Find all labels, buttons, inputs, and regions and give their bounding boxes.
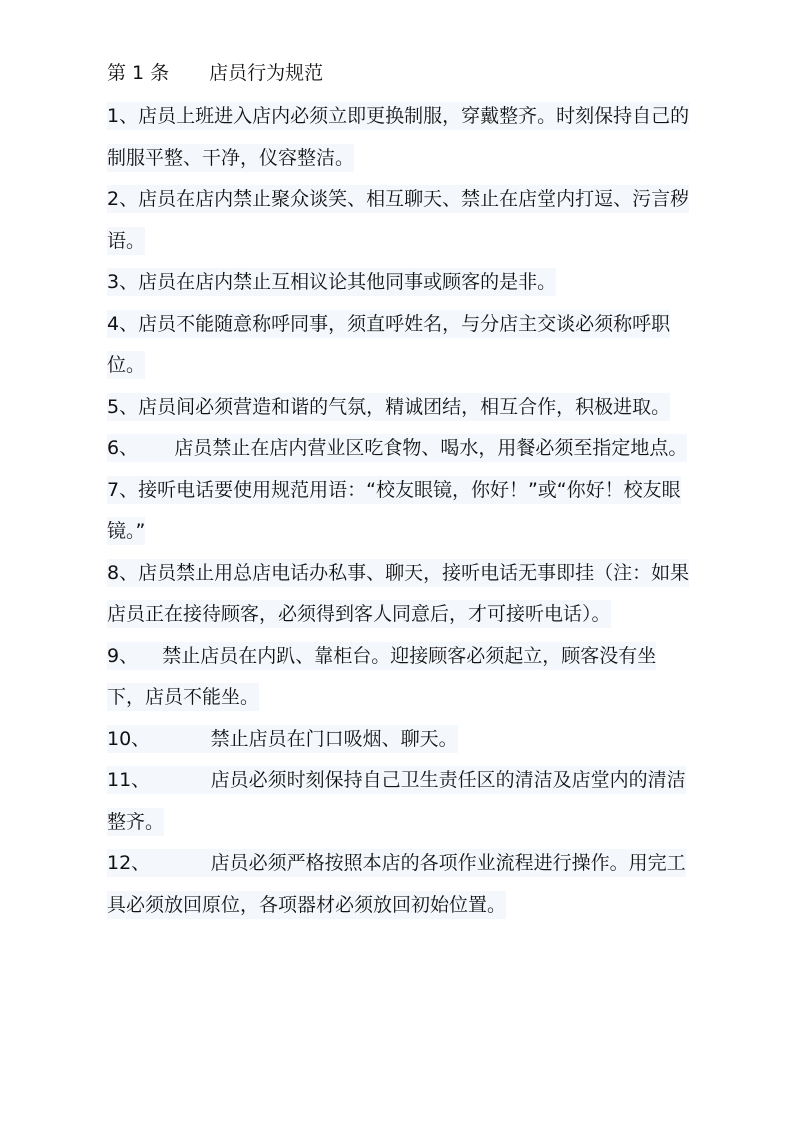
rule-text: 店员不能随意称呼同事，须直呼姓名，与分店主交谈必须称呼职位。 xyxy=(107,312,671,376)
rule-number: 11、 xyxy=(107,769,211,791)
rule-highlight xyxy=(107,849,686,919)
rule-item xyxy=(107,470,693,553)
rule-item xyxy=(107,636,693,719)
rule-number: 3、 xyxy=(107,271,139,293)
rule-highlight xyxy=(107,393,670,421)
rule-text: 店员禁止在店内营业区吃食物、喝水，用餐必须至指定地点。 xyxy=(174,437,688,459)
rule-item xyxy=(107,179,693,262)
rule-item xyxy=(107,719,693,761)
rule-text: 店员在店内禁止互相议论其他同事或顾客的是非。 xyxy=(138,271,557,293)
rule-item xyxy=(107,304,693,387)
rule-number: 7、 xyxy=(107,478,139,501)
rule-highlight xyxy=(107,434,687,462)
rule-item xyxy=(107,553,693,636)
rule-text: 店员在店内禁止聚众谈笑、相互聊天、禁止在店堂内打逗、污言秽语。 xyxy=(107,188,690,252)
rule-text: 禁止店员在内趴、靠柜台。迎接顾客必须起立，顾客没有坐下，店员不能坐。 xyxy=(107,644,657,708)
rule-item xyxy=(107,387,693,429)
rule-number: 12、 xyxy=(107,852,211,874)
rule-highlight xyxy=(107,310,670,380)
rules-list xyxy=(107,96,693,926)
rule-text: 店员间必须营造和谐的气氛，精诚团结，相互合作，积极进取。 xyxy=(138,395,671,418)
rule-highlight xyxy=(107,642,656,712)
rule-text: 店员禁止用总店电话办私事、聊天，接听电话无事即挂（注：如果店员正在接待顾客，必须得到客人同意后，才可接听电话）。 xyxy=(107,561,690,625)
article-title: 店员行为规范 xyxy=(209,62,324,84)
rule-highlight xyxy=(107,559,689,629)
rule-item xyxy=(107,428,693,470)
rule-number: 1、 xyxy=(107,105,139,127)
rule-highlight xyxy=(107,476,681,546)
rule-number: 4、 xyxy=(107,312,139,335)
rule-item xyxy=(107,96,693,179)
rule-number: 5、 xyxy=(107,395,139,418)
rule-text: 店员上班进入店内必须立即更换制服，穿戴整齐。时刻保持自己的制服平整、干净，仪容整洁。 xyxy=(107,105,690,169)
rule-highlight xyxy=(107,725,458,753)
rule-number: 8、 xyxy=(107,561,139,584)
rule-highlight xyxy=(107,102,689,172)
article-number: 第 1 条 xyxy=(107,62,170,84)
rule-highlight xyxy=(107,185,689,255)
rule-item xyxy=(107,262,693,304)
rule-highlight xyxy=(107,766,686,836)
rule-text: 店员必须时刻保持自己卫生责任区的清洁及店堂内的清洁整齐。 xyxy=(107,769,686,833)
rule-number: 9、 xyxy=(107,644,163,667)
rule-text: 禁止店员在门口吸烟、聊天。 xyxy=(210,727,458,750)
rule-text: 店员必须严格按照本店的各项作业流程进行操作。用完工具必须放回原位，各项器材必须放回初始位置。 xyxy=(107,852,686,916)
rule-number: 2、 xyxy=(107,188,139,210)
rule-text: 接听电话要使用规范用语：“校友眼镜，你好！”或“你好！校友眼镜。” xyxy=(107,478,681,542)
rule-number: 10、 xyxy=(107,727,211,750)
rule-number: 6、 xyxy=(107,437,175,459)
article-heading xyxy=(107,58,323,88)
rule-highlight xyxy=(107,268,556,296)
rule-item xyxy=(107,843,693,926)
rule-item xyxy=(107,760,693,843)
